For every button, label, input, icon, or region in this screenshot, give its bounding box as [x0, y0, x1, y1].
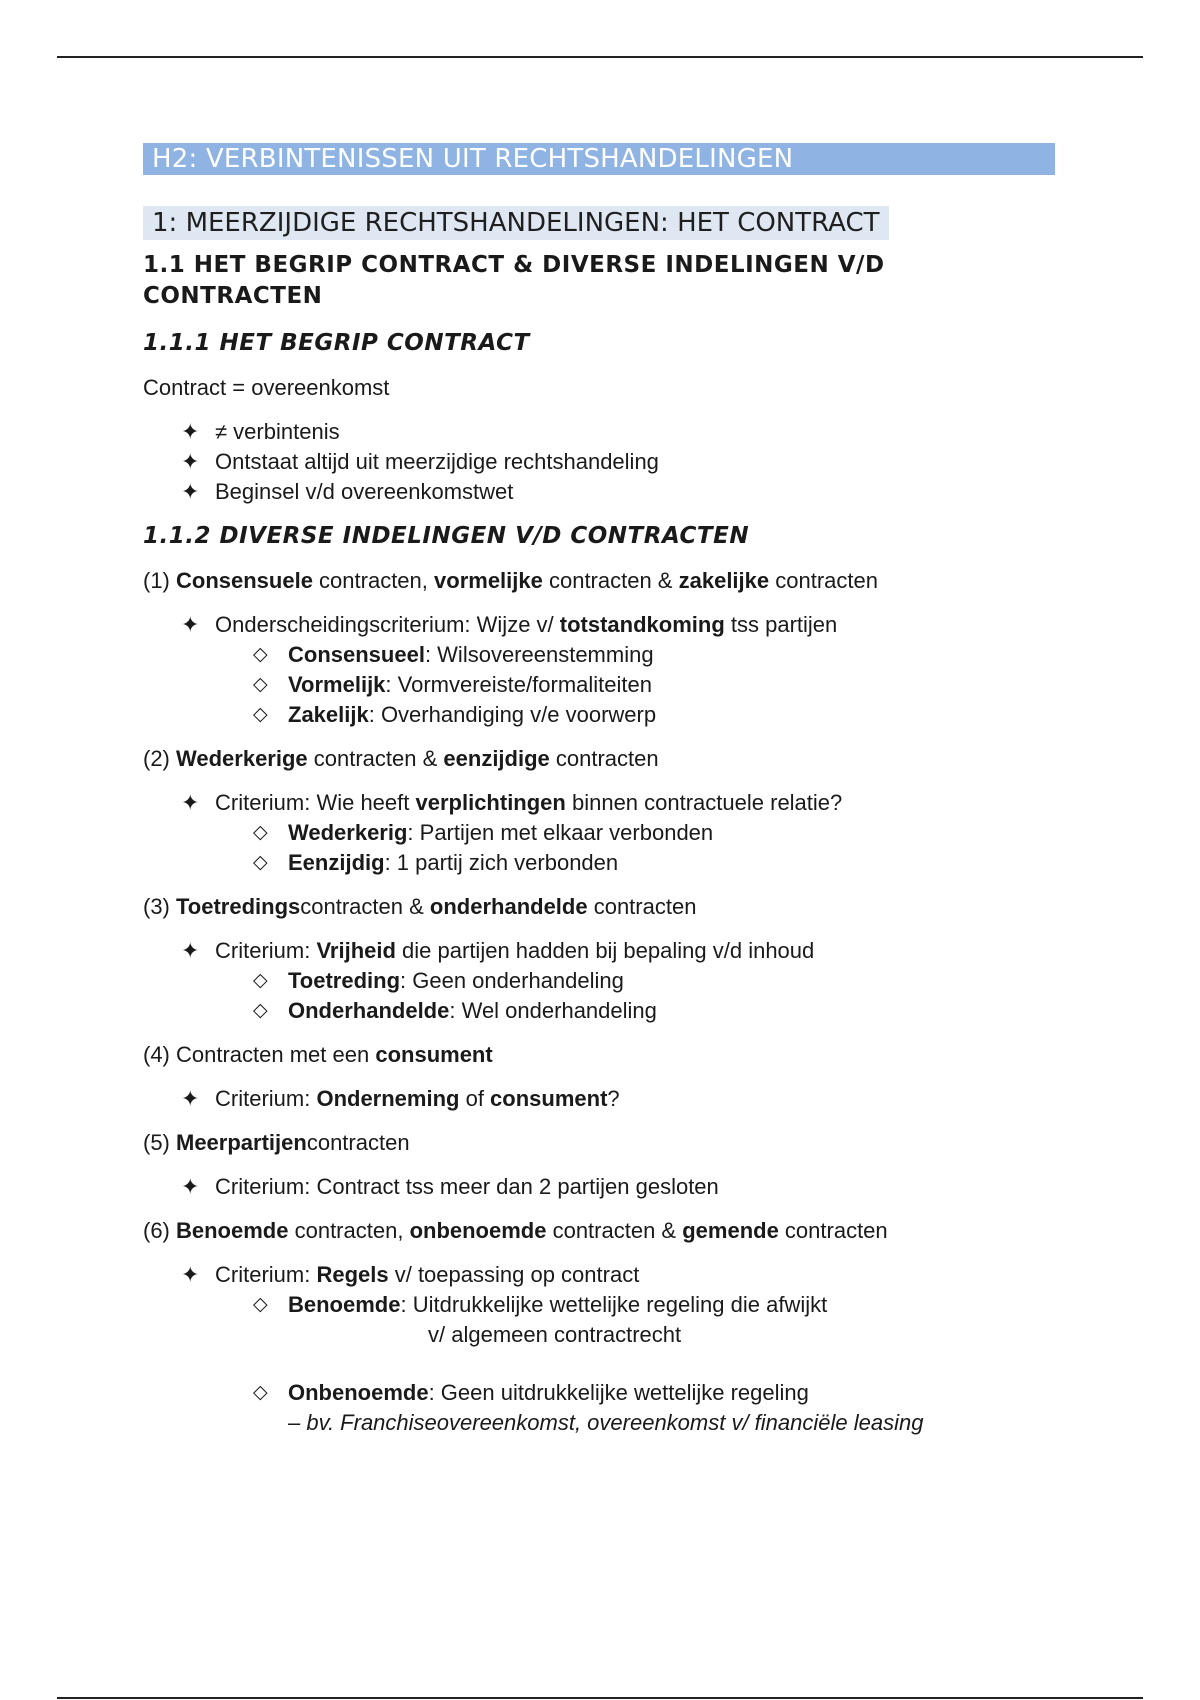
- plus-bullet-icon: ✦: [181, 479, 200, 504]
- sublist-item: [215, 818, 1055, 848]
- sublist-item: [215, 700, 1055, 730]
- sublist-item: [215, 640, 1055, 670]
- text: : 1 partij zich verbonden: [384, 850, 619, 875]
- category-5: [143, 1128, 1055, 1158]
- text: : Partijen met elkaar verbonden: [407, 820, 714, 845]
- criterium-list-1: [143, 610, 1055, 730]
- bold-term: onbenoemde: [409, 1218, 547, 1243]
- diamond-bullet-icon: ◇: [253, 1294, 268, 1315]
- list-item: [143, 447, 1055, 477]
- text: contracten &: [300, 894, 430, 919]
- example-text: – bv. Franchiseovereenkomst, overeenkomst v/ financiële leasing: [288, 1410, 924, 1435]
- text: : Overhandiging v/e voorwerp: [368, 702, 657, 727]
- text: contracten: [769, 568, 878, 593]
- bold-term: consument: [375, 1042, 493, 1067]
- criterium-list-6: [143, 1260, 1055, 1438]
- sublist-item: [215, 1290, 1055, 1350]
- text: contracten: [306, 1130, 410, 1155]
- text: contracten &: [546, 1218, 683, 1243]
- bold-term: Onderneming: [316, 1086, 460, 1111]
- category-2: [143, 744, 1055, 774]
- plus-bullet-icon: ✦: [181, 1262, 200, 1287]
- subsection-heading: [143, 250, 1055, 312]
- list-item: [143, 1084, 1055, 1114]
- continuation-text: v/ algemeen contractrecht: [428, 1322, 682, 1347]
- list-item: [143, 1260, 1055, 1438]
- category-number: (1): [143, 568, 176, 593]
- category-3: [143, 892, 1055, 922]
- list-item: [143, 936, 1055, 1026]
- sublist-item: [215, 966, 1055, 996]
- criterium-list-5: [143, 1172, 1055, 1202]
- bold-term: Consensuele: [176, 568, 313, 593]
- diamond-bullet-icon: ◇: [253, 852, 268, 873]
- criterium-list-4: [143, 1084, 1055, 1114]
- intro-text: Contract = overeenkomst: [143, 375, 390, 400]
- sublist: [215, 640, 1055, 730]
- text: contracten: [587, 894, 697, 919]
- bold-term: Eenzijdig: [288, 850, 385, 875]
- criterium-list-2: [143, 788, 1055, 878]
- text: Onderscheidingscriterium: Wijze v/: [215, 612, 560, 637]
- bold-term: Vormelijk: [288, 672, 386, 697]
- sublist: [215, 818, 1055, 878]
- bold-term: zakelijke: [678, 568, 770, 593]
- subsection-heading-line1: 1.1 HET BEGRIP CONTRACT & DIVERSE INDELINGEN V/D: [143, 252, 885, 278]
- plus-bullet-icon: ✦: [181, 612, 200, 637]
- bullet-list-111: [143, 417, 1055, 507]
- diamond-bullet-icon: ◇: [253, 1382, 268, 1403]
- bold-term: vormelijke: [434, 568, 543, 593]
- text: contracten,: [312, 568, 435, 593]
- category-number: (3): [143, 894, 176, 919]
- text: ?: [607, 1086, 620, 1111]
- plus-bullet-icon: ✦: [181, 790, 200, 815]
- category-number: (4) Contracten met een: [143, 1042, 376, 1067]
- bold-term: totstandkoming: [559, 612, 725, 637]
- plus-bullet-icon: ✦: [181, 419, 200, 444]
- category-1: [143, 566, 1055, 596]
- diamond-bullet-icon: ◇: [253, 674, 268, 695]
- bold-term: Benoemde: [288, 1292, 401, 1317]
- section-heading: 1: MEERZIJDIGE RECHTSHANDELINGEN: HET CONTRACT: [143, 206, 889, 240]
- text: contracten,: [288, 1218, 410, 1243]
- text: tss partijen: [724, 612, 838, 637]
- bold-term: Onderhandelde: [288, 998, 450, 1023]
- bold-term: Zakelijk: [288, 702, 369, 727]
- list-item: [143, 1172, 1055, 1202]
- sublist-item: [215, 670, 1055, 700]
- plus-bullet-icon: ✦: [181, 1174, 200, 1199]
- subsection-heading-line2: CONTRACTEN: [143, 283, 323, 309]
- sublist: [215, 966, 1055, 1026]
- text: : Vormvereiste/formaliteiten: [385, 672, 652, 697]
- text: Criterium:: [215, 1262, 317, 1287]
- list-item: [143, 610, 1055, 730]
- sublist-item: [215, 996, 1055, 1026]
- text: contracten &: [542, 568, 679, 593]
- text: : Wel onderhandeling: [449, 998, 657, 1023]
- list-item: [143, 417, 1055, 447]
- heading-111: 1.1.1 HET BEGRIP CONTRACT: [143, 330, 530, 356]
- plus-bullet-icon: ✦: [181, 938, 200, 963]
- text: contracten: [778, 1218, 888, 1243]
- bold-term: Regels: [316, 1262, 389, 1287]
- category-number: (6): [143, 1218, 176, 1243]
- diamond-bullet-icon: ◇: [253, 970, 268, 991]
- list-item-text: ≠ verbintenis: [215, 419, 340, 444]
- bold-term: Benoemde: [176, 1218, 289, 1243]
- text: contracten &: [307, 746, 444, 771]
- category-6: [143, 1216, 1055, 1246]
- list-item-text: Ontstaat altijd uit meerzijdige rechtshandeling: [215, 449, 659, 474]
- list-item: [143, 477, 1055, 507]
- text: Criterium:: [215, 938, 317, 963]
- list-item-text: Beginsel v/d overeenkomstwet: [215, 479, 514, 504]
- bold-term: Wederkerig: [288, 820, 408, 845]
- diamond-bullet-icon: ◇: [253, 644, 268, 665]
- text: Criterium:: [215, 1086, 317, 1111]
- bold-term: Consensueel: [288, 642, 425, 667]
- sublist-item: [215, 1378, 1055, 1438]
- text: of: [459, 1086, 491, 1111]
- text: : Geen uitdrukkelijke wettelijke regeling: [428, 1380, 809, 1405]
- bold-term: verplichtingen: [415, 790, 566, 815]
- bold-term: Wederkerige: [176, 746, 308, 771]
- diamond-bullet-icon: ◇: [253, 704, 268, 725]
- category-number: (5): [143, 1130, 176, 1155]
- text: v/ toepassing op contract: [388, 1262, 640, 1287]
- text: contracten: [549, 746, 659, 771]
- text: Criterium: Contract tss meer dan 2 partijen gesloten: [215, 1174, 719, 1199]
- footer-rule: [57, 1697, 1143, 1699]
- heading-112: 1.1.2 DIVERSE INDELINGEN V/D CONTRACTEN: [143, 523, 750, 549]
- category-number: (2): [143, 746, 176, 771]
- bold-term: Vrijheid: [316, 938, 396, 963]
- bold-term: Toetreding: [288, 968, 401, 993]
- criterium-list-3: [143, 936, 1055, 1026]
- bold-term: Meerpartijen: [176, 1130, 307, 1155]
- list-item: [143, 788, 1055, 878]
- sublist-item: [215, 848, 1055, 878]
- bold-term: gemende: [682, 1218, 779, 1243]
- text: die partijen hadden bij bepaling v/d inhoud: [395, 938, 815, 963]
- category-4: [143, 1040, 1055, 1070]
- diamond-bullet-icon: ◇: [253, 822, 268, 843]
- text: : Uitdrukkelijke wettelijke regeling die afwijkt: [400, 1292, 828, 1317]
- diamond-bullet-icon: ◇: [253, 1000, 268, 1021]
- text: : Wilsovereenstemming: [424, 642, 654, 667]
- plus-bullet-icon: ✦: [181, 449, 200, 474]
- plus-bullet-icon: ✦: [181, 1086, 200, 1111]
- bold-term: consument: [490, 1086, 608, 1111]
- spacer: [215, 1350, 1055, 1378]
- header-rule: [57, 56, 1143, 58]
- text: : Geen onderhandeling: [400, 968, 624, 993]
- chapter-heading: H2: VERBINTENISSEN UIT RECHTSHANDELINGEN: [143, 143, 1055, 175]
- sublist: [215, 1290, 1055, 1438]
- document-page: [143, 143, 1055, 1438]
- text: binnen contractuele relatie?: [565, 790, 843, 815]
- bold-term: eenzijdige: [443, 746, 550, 771]
- bold-term: Toetredings: [176, 894, 301, 919]
- text: Criterium: Wie heeft: [215, 790, 416, 815]
- bold-term: Onbenoemde: [288, 1380, 429, 1405]
- bold-term: onderhandelde: [429, 894, 588, 919]
